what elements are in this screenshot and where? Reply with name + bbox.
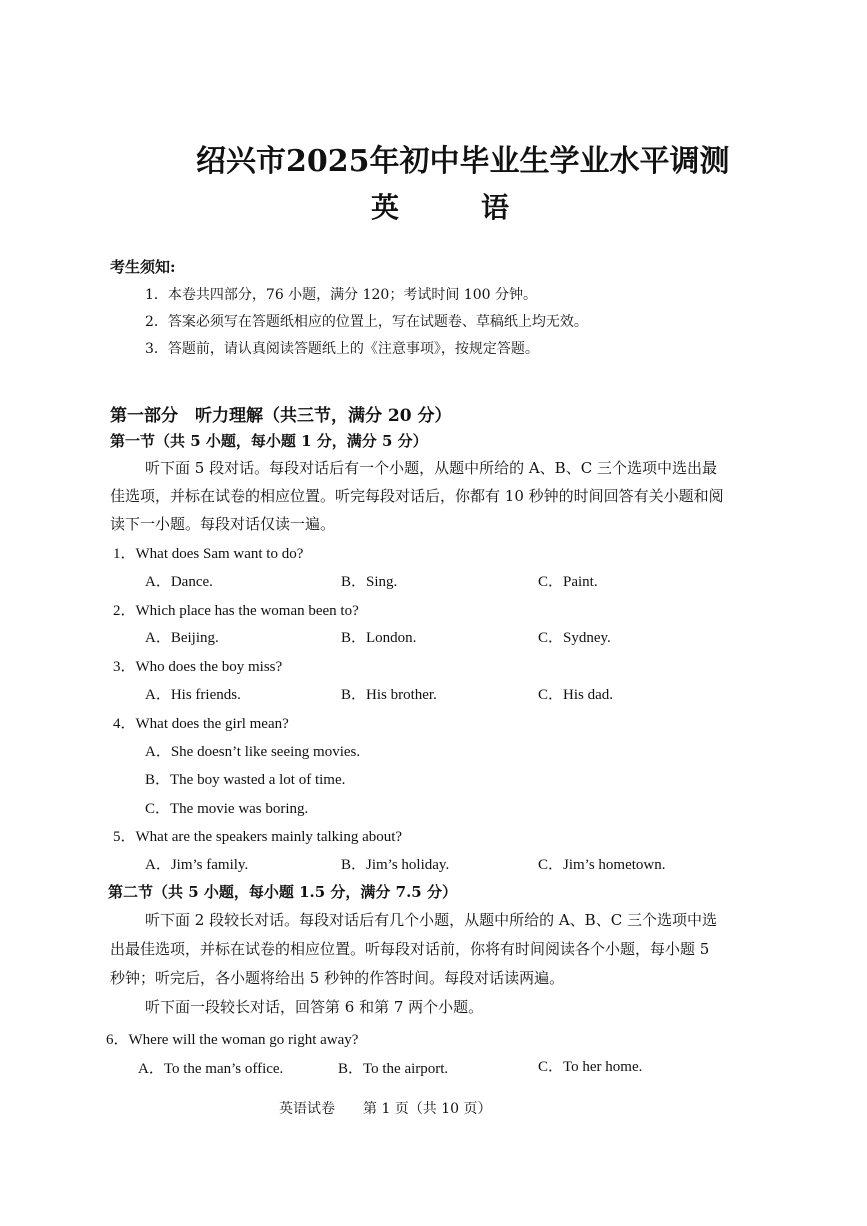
exam-title: 绍兴市2025年初中毕业生学业水平调测 — [196, 144, 730, 179]
page-footer — [279, 1098, 520, 1118]
q5-option-b: B．Jim’s holiday. — [341, 857, 450, 873]
question-5: 5．What are the speakers mainly talking about? — [113, 829, 403, 845]
section1-instruction: 佳选项，并标在试卷的相应位置。听完每段对话后，你都有 10 秒钟的时间回答有关小题和阅 — [110, 487, 724, 505]
section1-title: 第一节（共 5 小题，每小题 1 分，满分 5 分） — [110, 432, 428, 450]
section2-instruction: 听下面 2 段较长对话。每段对话后有几个小题，从题中所给的 A、B、C 三个选项中选 — [145, 911, 717, 929]
section1-instruction: 读下一小题。每段对话仅读一遍。 — [110, 515, 336, 533]
section2-title: 第二节（共 5 小题，每小题 1.5 分，满分 7.5 分） — [108, 883, 457, 901]
q4-option-a: A．She doesn’t like seeing movies. — [145, 744, 361, 760]
q6-option-a: A．To the man’s office. — [138, 1061, 284, 1077]
q1-option-c: C．Paint. — [538, 574, 598, 590]
question-2: 2．Which place has the woman been to? — [113, 603, 359, 619]
subject-char-1: 英 — [371, 191, 400, 224]
notice-item: 2．答案必须写在答题纸相应的位置上，写在试题卷、草稿纸上均无效。 — [145, 314, 588, 330]
question-4: 4．What does the girl mean? — [113, 716, 289, 732]
q3-option-b: B．His brother. — [341, 687, 437, 703]
q6-option-c: C．To her home. — [538, 1059, 643, 1075]
question-3: 3．Who does the boy miss? — [113, 659, 283, 675]
q3-option-c: C．His dad. — [538, 687, 614, 703]
notice-item: 3．答题前，请认真阅读答题纸上的《注意事项》，按规定答题。 — [145, 341, 539, 357]
q4-option-c: C．The movie was boring. — [145, 801, 309, 817]
q6-option-b: B．To the airport. — [338, 1061, 449, 1077]
footer-page-number: 第 1 页（共 10 页） — [363, 1101, 492, 1117]
section2-instruction: 秒钟；听完后，各小题将给出 5 秒钟的作答时间。每段对话读两遍。 — [110, 969, 565, 987]
question-6: 6．Where will the woman go right away? — [106, 1032, 359, 1048]
q2-option-b: B．London. — [341, 630, 417, 646]
q5-option-a: A．Jim’s family. — [145, 857, 249, 873]
section1-instruction: 听下面 5 段对话。每段对话后有一个小题，从题中所给的 A、B、C 三个选项中选出最 — [145, 459, 717, 477]
q2-option-c: C．Sydney. — [538, 630, 611, 646]
q5-option-c: C．Jim’s hometown. — [538, 857, 666, 873]
question-1: 1．What does Sam want to do? — [113, 546, 304, 562]
section2-lead: 听下面一段较长对话，回答第 6 和第 7 两个小题。 — [145, 998, 484, 1016]
q4-option-b: B．The boy wasted a lot of time. — [145, 772, 346, 788]
notice-item: 1．本卷共四部分，76 小题，满分 120；考试时间 100 分钟。 — [145, 287, 537, 303]
part1-title: 第一部分 听力理解（共三节，满分 20 分） — [110, 406, 452, 426]
notice-heading: 考生须知: — [110, 258, 176, 276]
q3-option-a: A．His friends. — [145, 687, 241, 703]
q2-option-a: A．Beijing. — [145, 630, 219, 646]
q1-option-b: B．Sing. — [341, 574, 398, 590]
section2-instruction: 出最佳选项，并标在试卷的相应位置。听每段对话前，你将有时间阅读各个小题，每小题 5 — [110, 940, 710, 958]
subject-char-2: 语 — [481, 191, 510, 224]
footer-subject: 英语试卷 — [279, 1101, 335, 1117]
q1-option-a: A．Dance. — [145, 574, 213, 590]
